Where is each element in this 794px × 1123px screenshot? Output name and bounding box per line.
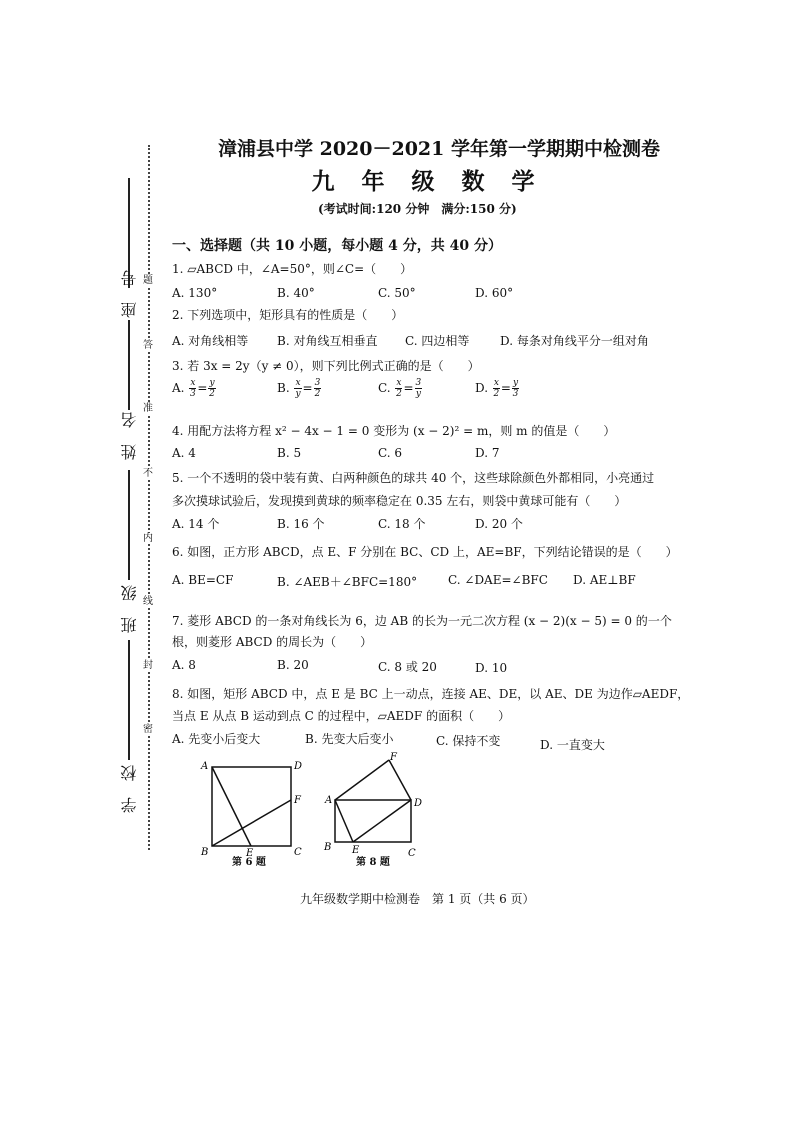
rectangle-abcd [335,800,411,842]
section-heading: 一、选择题（共 10 小题，每小题 4 分，共 40 分） [172,238,502,254]
fraction-numerator: 3 [314,378,321,388]
segment-bf [212,800,291,846]
fraction [294,378,301,399]
q6-option-c: C. ∠DAE=∠BFC [448,573,548,587]
seat-label: 座 号 [120,270,139,318]
school-line [128,640,130,760]
subtitle-char: 数 [461,168,485,195]
exam-subtitle [298,163,548,196]
question-3: 3. 若 3x = 2y（y ≠ 0），则下列比例式正确的是（ ） [172,359,480,373]
q8-option-d: D. 一直变大 [540,738,605,752]
q2-option-b: B. 对角线互相垂直 [277,334,378,348]
fraction [395,378,402,399]
seal-dashed-line [148,145,150,850]
q3-option-b: B. $\frac{x}{y}$ = $\frac{3}{2}$ [277,378,321,399]
fraction-denominator: 2 [209,389,215,399]
point-label-f: F [390,752,397,763]
q3-option-a: A. $\frac{x}{3}$ = $\frac{y}{2}$ [172,378,215,399]
seal-char: 密 [143,724,153,735]
q6-option-a: A. BE=CF [172,573,234,587]
point-label-d: D [414,798,423,809]
segment-ae [335,800,353,842]
segment-af [335,760,389,800]
q7-option-a: A. 8 [172,658,196,672]
fraction-numerator: 3 [415,378,422,388]
q4-option-b: B. 5 [277,446,302,460]
q7-option-c: C. 8 或 20 [378,660,437,674]
fraction-numerator: x [295,378,301,388]
q8-option-b: B. 先变大后变小 [305,732,394,746]
q3-option-c: C. $\frac{x}{2}$ = $\frac{3}{y}$ [378,378,422,399]
question-5-cont: 多次摸球试验后，发现摸到黄球的频率稳定在 0.35 左右，则袋中黄球可能有（ ） [172,494,627,508]
q2-option-a: A. 对角线相等 [172,334,249,348]
page-footer: 九年级数学期中检测卷 第 1 页（共 6 页） [300,892,535,906]
option-letter: A. [172,381,185,395]
fraction-denominator: 3 [512,389,519,399]
q3-option-d: D. $\frac{x}{2}$ = $\frac{y}{3}$ [475,378,519,399]
q2-option-c: C. 四边相等 [405,334,470,348]
q1-option-d: D. 60° [475,286,514,300]
school-label: 学 校 [120,765,139,813]
subtitle-char: 九 [311,168,335,195]
fraction [208,378,215,399]
question-5: 5. 一个不透明的袋中装有黄、白两种颜色的球共 40 个，这些球除颜色外都相同，小亮通过 [172,471,655,485]
fraction-numerator: x [190,378,196,388]
subtitle-char: 年 [361,168,385,195]
figure-6-caption: 第 6 题 [232,857,266,868]
question-1: 1. ▱ABCD 中，∠A=50°，则∠C=（ ） [172,262,413,276]
fraction-numerator: y [209,378,215,388]
option-letter: D. [475,381,489,395]
q4-option-d: D. 7 [475,446,500,460]
point-label-e: E [246,848,254,859]
point-label-e: E [352,845,360,856]
fraction [512,378,519,399]
q5-option-b: B. 16 个 [277,517,325,531]
q5-option-d: D. 20 个 [475,517,523,531]
question-8-cont: 当点 E 从点 B 运动到点 C 的过程中，▱AEDF 的面积（ ） [172,709,511,723]
point-label-d: D [294,761,303,772]
question-4: 4. 用配方法将方程 x² − 4x − 1 = 0 变形为 (x − 2)² = m，则 m 的值是（ ） [172,424,616,438]
seal-char: 封 [143,660,153,671]
fraction-denominator: y [295,389,301,399]
q1-option-a: A. 130° [172,286,218,300]
name-label: 姓 名 [120,412,139,460]
q7-option-d: D. 10 [475,661,508,675]
point-label-c: C [294,847,302,858]
option-letter: C. [378,381,391,395]
fraction-numerator: x [396,378,402,388]
question-2: 2. 下列选项中，矩形具有的性质是（ ） [172,308,404,322]
exam-title: 漳浦县中学 2020－2021 学年第一学期期中检测卷 [218,138,660,160]
option-letter: B. [277,381,290,395]
figure-8-caption: 第 8 题 [356,857,390,868]
fraction [415,378,423,399]
fraction-denominator: 3 [189,389,196,399]
subtitle-char: 学 [511,168,535,195]
fraction-numerator: y [512,378,519,388]
point-label-f: F [294,795,301,806]
seal-char: 内 [143,533,153,544]
q1-option-b: B. 40° [277,286,315,300]
point-label-a: A [325,795,333,806]
q8-option-c: C. 保持不变 [436,734,501,748]
fraction-denominator: y [415,389,421,399]
figure-8 [318,750,428,860]
segment-fd [389,760,411,800]
fraction-denominator: 2 [314,389,321,399]
question-7: 7. 菱形 ABCD 的一条对角线长为 6，边 AB 的长为一元二次方程 (x − 2)(x − 5) = 0 的一个 [172,614,672,628]
exam-meta: (考试时间:120 分钟 满分:150 分) [318,202,517,216]
point-label-c: C [408,848,416,859]
question-8: 8. 如图，矩形 ABCD 中，点 E 是 BC 上一动点，连接 AE、DE，以 AE、DE 为边作▱AEDF， [172,687,690,701]
question-6: 6. 如图，正方形 ABCD，点 E、F 分别在 BC、CD 上，AE=BF，下列结论错误的是（ ） [172,545,678,559]
seal-char: 线 [143,596,153,607]
q1-option-c: C. 50° [378,286,416,300]
class-label: 班 级 [120,585,139,633]
fraction-denominator: 2 [396,389,402,399]
name-line [128,320,130,410]
point-label-b: B [324,842,332,853]
point-label-b: B [201,847,209,858]
q5-option-a: A. 14 个 [172,517,220,531]
seal-char: 不 [143,468,153,479]
q2-option-d: D. 每条对角线平分一组对角 [500,334,649,348]
point-label-a: A [201,761,209,772]
fraction [493,378,500,399]
q4-option-a: A. 4 [172,446,196,460]
seal-char: 答 [143,340,153,351]
q7-option-b: B. 20 [277,658,309,672]
q6-option-b: B. ∠AEB＋∠BFC=180° [277,575,418,589]
seal-char: 题 [143,275,153,286]
q8-option-a: A. 先变小后变大 [172,732,261,746]
q4-option-c: C. 6 [378,446,403,460]
fraction-denominator: 2 [493,389,500,399]
seal-char: 准 [143,403,153,414]
figure-6 [195,755,305,860]
class-line [128,470,130,580]
q5-option-c: C. 18 个 [378,517,426,531]
fraction-numerator: x [493,378,499,388]
subtitle-char: 级 [411,168,435,195]
q6-option-d: D. AE⊥BF [573,573,636,587]
fraction [314,378,322,399]
question-7-cont: 根，则菱形 ABCD 的周长为（ ） [172,635,373,649]
segment-ed [353,800,411,842]
fraction [189,378,196,399]
